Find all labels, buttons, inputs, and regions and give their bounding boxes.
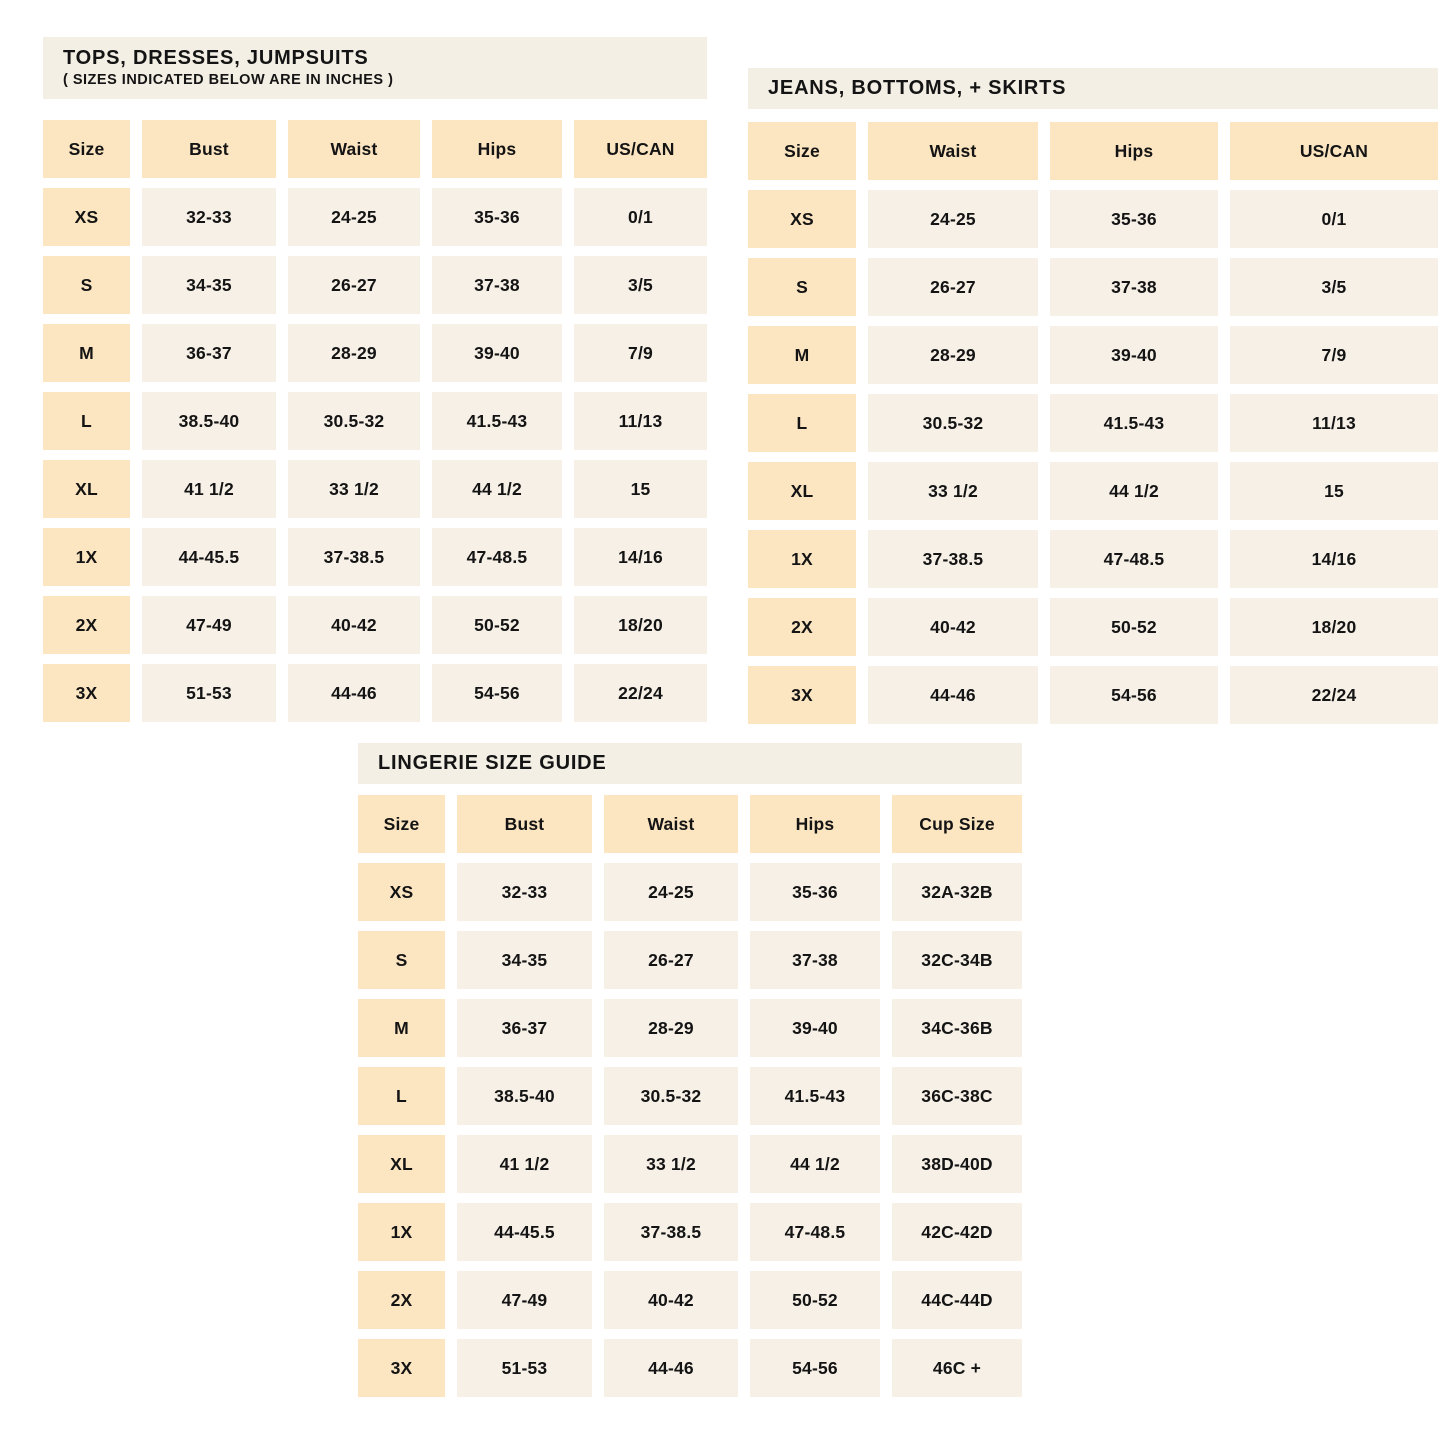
size-cell: S <box>358 931 445 989</box>
data-cell: 15 <box>574 460 707 518</box>
data-cell: 47-48.5 <box>750 1203 880 1261</box>
data-cell: 32-33 <box>142 188 276 246</box>
data-cell: 36C-38C <box>892 1067 1022 1125</box>
data-cell: 0/1 <box>1230 190 1438 248</box>
data-cell: 38.5-40 <box>142 392 276 450</box>
data-cell: 44-45.5 <box>142 528 276 586</box>
column-header-size: Size <box>748 122 856 180</box>
data-cell: 36-37 <box>142 324 276 382</box>
data-cell: 3/5 <box>574 256 707 314</box>
data-cell: 36-37 <box>457 999 592 1057</box>
size-cell: 1X <box>748 530 856 588</box>
size-cell: XL <box>358 1135 445 1193</box>
data-cell: 44 1/2 <box>432 460 562 518</box>
column-header-uscan: US/CAN <box>574 120 707 178</box>
data-cell: 30.5-32 <box>604 1067 738 1125</box>
data-cell: 18/20 <box>574 596 707 654</box>
data-cell: 0/1 <box>574 188 707 246</box>
data-cell: 30.5-32 <box>868 394 1038 452</box>
size-cell: XS <box>43 188 130 246</box>
size-cell: XS <box>748 190 856 248</box>
column-header-cup-size: Cup Size <box>892 795 1022 853</box>
data-cell: 37-38 <box>1050 258 1218 316</box>
data-cell: 39-40 <box>432 324 562 382</box>
data-cell: 38.5-40 <box>457 1067 592 1125</box>
jeans-grid <box>748 122 1438 724</box>
column-header-waist: Waist <box>868 122 1038 180</box>
data-cell: 37-38 <box>750 931 880 989</box>
size-cell: 3X <box>43 664 130 722</box>
data-cell: 39-40 <box>1050 326 1218 384</box>
data-cell: 28-29 <box>288 324 420 382</box>
column-header-size: Size <box>43 120 130 178</box>
data-cell: 11/13 <box>574 392 707 450</box>
lingerie-size-guide-table <box>358 743 1022 1397</box>
data-cell: 33 1/2 <box>868 462 1038 520</box>
size-cell: S <box>43 256 130 314</box>
data-cell: 44 1/2 <box>750 1135 880 1193</box>
data-cell: 47-48.5 <box>1050 530 1218 588</box>
data-cell: 51-53 <box>142 664 276 722</box>
tops-title: TOPS, DRESSES, JUMPSUITS <box>63 47 369 70</box>
data-cell: 35-36 <box>1050 190 1218 248</box>
tops-dresses-jumpsuits-table <box>43 37 707 722</box>
data-cell: 37-38.5 <box>604 1203 738 1261</box>
column-header-hips: Hips <box>1050 122 1218 180</box>
size-cell: 3X <box>748 666 856 724</box>
size-cell: L <box>748 394 856 452</box>
data-cell: 40-42 <box>604 1271 738 1329</box>
column-header-waist: Waist <box>604 795 738 853</box>
lingerie-title-bar <box>358 743 1022 784</box>
data-cell: 46C + <box>892 1339 1022 1397</box>
data-cell: 33 1/2 <box>288 460 420 518</box>
data-cell: 39-40 <box>750 999 880 1057</box>
column-header-bust: Bust <box>142 120 276 178</box>
data-cell: 42C-42D <box>892 1203 1022 1261</box>
data-cell: 34-35 <box>457 931 592 989</box>
column-header-bust: Bust <box>457 795 592 853</box>
data-cell: 47-49 <box>457 1271 592 1329</box>
size-cell: 1X <box>43 528 130 586</box>
data-cell: 32-33 <box>457 863 592 921</box>
data-cell: 38D-40D <box>892 1135 1022 1193</box>
data-cell: 51-53 <box>457 1339 592 1397</box>
data-cell: 24-25 <box>868 190 1038 248</box>
size-cell: 2X <box>358 1271 445 1329</box>
column-header-hips: Hips <box>750 795 880 853</box>
data-cell: 34C-36B <box>892 999 1022 1057</box>
data-cell: 15 <box>1230 462 1438 520</box>
data-cell: 22/24 <box>1230 666 1438 724</box>
jeans-title-bar <box>748 68 1438 109</box>
size-cell: M <box>358 999 445 1057</box>
data-cell: 41.5-43 <box>432 392 562 450</box>
data-cell: 30.5-32 <box>288 392 420 450</box>
size-cell: XL <box>43 460 130 518</box>
data-cell: 32C-34B <box>892 931 1022 989</box>
size-cell: M <box>748 326 856 384</box>
data-cell: 34-35 <box>142 256 276 314</box>
size-cell: 3X <box>358 1339 445 1397</box>
tops-title-bar <box>43 37 707 99</box>
data-cell: 41.5-43 <box>750 1067 880 1125</box>
data-cell: 37-38.5 <box>868 530 1038 588</box>
data-cell: 28-29 <box>868 326 1038 384</box>
data-cell: 44 1/2 <box>1050 462 1218 520</box>
column-header-uscan: US/CAN <box>1230 122 1438 180</box>
data-cell: 50-52 <box>432 596 562 654</box>
size-cell: XL <box>748 462 856 520</box>
data-cell: 14/16 <box>574 528 707 586</box>
data-cell: 50-52 <box>1050 598 1218 656</box>
data-cell: 26-27 <box>868 258 1038 316</box>
data-cell: 7/9 <box>1230 326 1438 384</box>
size-cell: S <box>748 258 856 316</box>
data-cell: 18/20 <box>1230 598 1438 656</box>
column-header-hips: Hips <box>432 120 562 178</box>
data-cell: 44-46 <box>604 1339 738 1397</box>
size-cell: 2X <box>43 596 130 654</box>
column-header-size: Size <box>358 795 445 853</box>
data-cell: 37-38 <box>432 256 562 314</box>
lingerie-title: LINGERIE SIZE GUIDE <box>378 752 607 774</box>
data-cell: 50-52 <box>750 1271 880 1329</box>
data-cell: 3/5 <box>1230 258 1438 316</box>
data-cell: 44-46 <box>288 664 420 722</box>
data-cell: 24-25 <box>288 188 420 246</box>
tops-subtitle: ( SIZES INDICATED BELOW ARE IN INCHES ) <box>63 72 394 89</box>
data-cell: 40-42 <box>288 596 420 654</box>
data-cell: 22/24 <box>574 664 707 722</box>
data-cell: 11/13 <box>1230 394 1438 452</box>
data-cell: 41 1/2 <box>457 1135 592 1193</box>
jeans-bottoms-skirts-table <box>748 68 1438 724</box>
data-cell: 41.5-43 <box>1050 394 1218 452</box>
data-cell: 35-36 <box>432 188 562 246</box>
jeans-title: JEANS, BOTTOMS, + SKIRTS <box>768 77 1067 99</box>
data-cell: 26-27 <box>604 931 738 989</box>
size-cell: M <box>43 324 130 382</box>
data-cell: 26-27 <box>288 256 420 314</box>
data-cell: 33 1/2 <box>604 1135 738 1193</box>
data-cell: 35-36 <box>750 863 880 921</box>
data-cell: 32A-32B <box>892 863 1022 921</box>
data-cell: 24-25 <box>604 863 738 921</box>
size-cell: L <box>43 392 130 450</box>
size-cell: 2X <box>748 598 856 656</box>
data-cell: 7/9 <box>574 324 707 382</box>
size-cell: 1X <box>358 1203 445 1261</box>
data-cell: 54-56 <box>750 1339 880 1397</box>
data-cell: 37-38.5 <box>288 528 420 586</box>
data-cell: 40-42 <box>868 598 1038 656</box>
data-cell: 44-46 <box>868 666 1038 724</box>
lingerie-grid <box>358 795 1022 1397</box>
data-cell: 44C-44D <box>892 1271 1022 1329</box>
data-cell: 54-56 <box>432 664 562 722</box>
data-cell: 14/16 <box>1230 530 1438 588</box>
data-cell: 47-49 <box>142 596 276 654</box>
data-cell: 47-48.5 <box>432 528 562 586</box>
data-cell: 54-56 <box>1050 666 1218 724</box>
column-header-waist: Waist <box>288 120 420 178</box>
size-cell: XS <box>358 863 445 921</box>
data-cell: 28-29 <box>604 999 738 1057</box>
tops-grid <box>43 120 707 722</box>
size-cell: L <box>358 1067 445 1125</box>
data-cell: 44-45.5 <box>457 1203 592 1261</box>
data-cell: 41 1/2 <box>142 460 276 518</box>
